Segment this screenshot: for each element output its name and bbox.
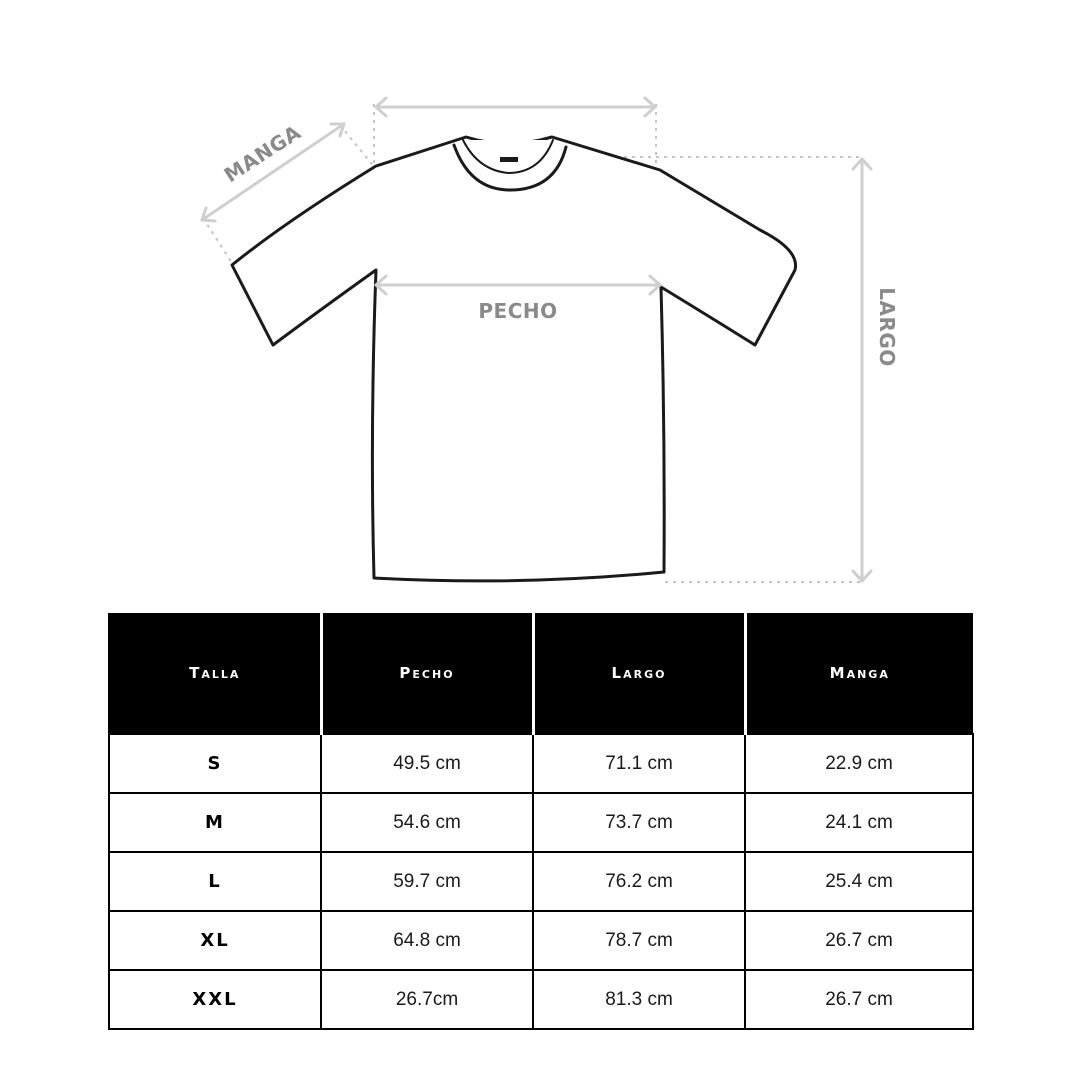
shirt-body — [232, 137, 796, 581]
chest-cell: 49.5 cm — [321, 734, 533, 793]
tshirt-outline — [232, 137, 796, 581]
sleeve-cell: 25.4 cm — [745, 852, 973, 911]
size-chart-table — [108, 613, 974, 1030]
size-cell: M — [109, 793, 321, 852]
size-cell: L — [109, 852, 321, 911]
chest-dimension-label: PECHO — [478, 299, 558, 323]
header-manga: Manga — [745, 613, 973, 734]
table-row — [109, 970, 973, 1029]
sleeve-dimension-label: MANGA — [219, 119, 306, 188]
chest-cell: 59.7 cm — [321, 852, 533, 911]
length-cell: 78.7 cm — [533, 911, 745, 970]
shirt-label-tag — [500, 157, 518, 162]
chest-cell: 26.7cm — [321, 970, 533, 1029]
header-talla: Talla — [109, 613, 321, 734]
table-header-row — [109, 613, 973, 734]
table-row — [109, 911, 973, 970]
table-row — [109, 734, 973, 793]
length-cell: 73.7 cm — [533, 793, 745, 852]
header-pecho: Pecho — [321, 613, 533, 734]
size-cell: XXL — [109, 970, 321, 1029]
length-dimension-label: LARGO — [875, 287, 899, 367]
length-cell: 76.2 cm — [533, 852, 745, 911]
size-cell: XL — [109, 911, 321, 970]
table-row — [109, 852, 973, 911]
chest-cell: 64.8 cm — [321, 911, 533, 970]
chest-cell: 54.6 cm — [321, 793, 533, 852]
length-cell: 81.3 cm — [533, 970, 745, 1029]
sleeve-cell: 26.7 cm — [745, 970, 973, 1029]
sleeve-cell: 22.9 cm — [745, 734, 973, 793]
sleeve-cell: 24.1 cm — [745, 793, 973, 852]
body-length-arrow — [853, 159, 871, 581]
sleeve-cell: 26.7 cm — [745, 911, 973, 970]
table-row — [109, 793, 973, 852]
length-cell: 71.1 cm — [533, 734, 745, 793]
size-cell: S — [109, 734, 321, 793]
header-largo: Largo — [533, 613, 745, 734]
shoulder-width-arrow — [376, 98, 655, 116]
